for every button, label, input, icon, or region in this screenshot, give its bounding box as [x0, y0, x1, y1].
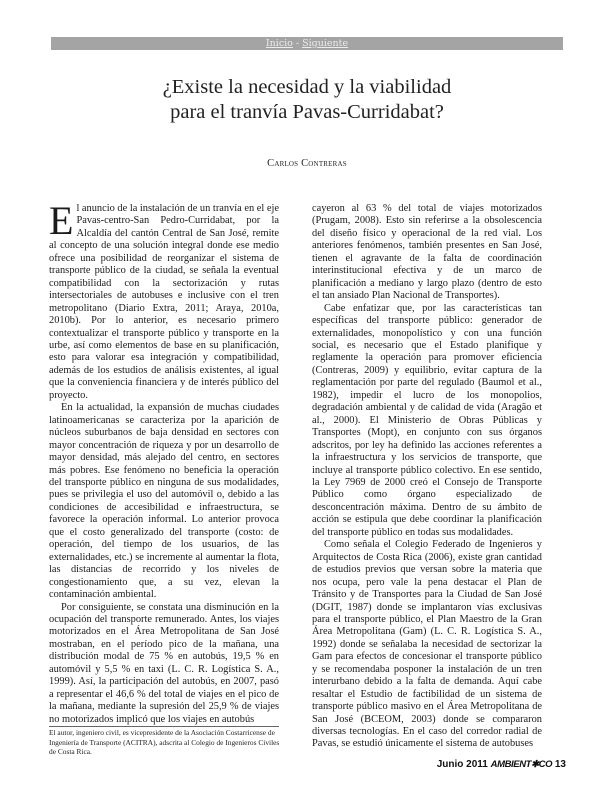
page-footer — [420, 759, 566, 770]
paragraph-3: Por consiguiente, se constata una disminución en la ocupación del transporte remunerado. Antes, los viajes motorizados en el Área Metropolitana de San José mostraban, en el período pico de la mañana, una distribución modal de 75 % en autobús, 19,5 % en automóvil y 5,5 % en taxi (L. C. R. Logística S. A., 1999). Así, la participación del autobús, en 2007, pasó a representar el 46,6 % del total de viajes en el pico de la mañana, mediante la supresión del 25,9 % de viajes no motorizados implicó que los viajes en autobús — [49, 601, 279, 725]
paragraph-5: Cabe enfatizar que, por las características tan específicas del transporte público: generador de externalidades, monopolístico y con una función social, es necesario que el Estado planifique y reglamente la operación para promover eficiencia (Contreras, 2009) y equilibrio, evitar captura de la reglamentación por parte del regulado (Baumol et al., 1982), impedir el lucro de los monopolios, degradación ambiental y de calidad de vida (Aragão et al., 2000). El Ministerio de Obras Públicas y Transportes (Mopt), en conjunto con sus órganos adscritos, por ley ha definido las acciones referentes a la infraestructura y los servicios de transporte, que incluye al transporte público colectivo. En ese sentido, la Ley 7969 de 2000 creó el Consejo de Transporte Público como órgano especializado de desconcentración máxima. Dentro de su ámbito de acción se estipula que debe coordinar la planificación del transporte público en todas sus modalidades. — [312, 302, 542, 538]
paragraph-1 — [49, 198, 279, 402]
page-number: 13 — [554, 759, 566, 770]
article-title — [51, 75, 563, 125]
left-column — [49, 198, 279, 726]
drop-cap: E — [49, 198, 74, 243]
inicio-link[interactable]: Inicio — [265, 38, 293, 49]
title-line-2: para el tranvía Pavas-Curridabat? — [170, 101, 444, 123]
author-name — [51, 158, 563, 169]
author-footnote: El autor, ingeniero civil, es vicepresidente de la Asociación Costarricense de Ingeniería de Transporte (ACITRA), adscrita al Colegio de Ingenieros Civiles de Costa Rica. — [49, 728, 280, 757]
nav-separator: - — [295, 38, 300, 49]
navigation-bar — [51, 37, 563, 50]
paragraph-1-text: l anuncio de la instalación de un tranvía en el eje Pavas-centro-San Pedro-Curridabat, por la Alcaldía del cantón Central de San José, remite al concepto de una solución integral donde ese medio ofrece una posibilidad de reorganizar el sistema de transporte público de la ciudad, se señala la eventual compatibilidad con la sectorización y rutas intersectoriales de autobuses e inclusive con el tren metropolitano (Diario Extra, 2011; Araya, 2010a, 2010b). Por lo anterior, es necesario primero contextualizar el transporte público y transporte en la urbe, así como elementos de base en su planificación, esto para valorar esa integración y compatibilidad, además de los estudios de análisis existentes, al igual que la conveniencia financiera y de interés público del proyecto. — [49, 203, 279, 401]
issue-date: Junio 2011 — [436, 759, 488, 770]
author-text: Carlos Contreras — [267, 158, 347, 169]
siguiente-link[interactable]: Siguiente — [302, 38, 349, 49]
paragraph-2: En la actualidad, la expansión de muchas ciudades latinoamericanas se caracteriza por la aparición de núcleos suburbanos de baja densidad en sectores con mayor concentración de riqueza y por un desarrollo de mayor densidad, más alejado del centro, en sectores más pobres. Ese fenómeno no beneficia la operación del transporte público en ninguna de sus modalidades, pues se privilegia el uso del automóvil o, debido a las condiciones de accesibilidad e infraestructura, se favorece la operación informal. Lo anterior provoca que el costo generalizado del transporte (costo: de operación, del tiempo de los usuarios, de las externalidades, etc.) se incremente al aumentar la flota, las distancias de recorrido y los niveles de congestionamiento que, a su vez, elevan la contaminación ambiental. — [49, 402, 279, 601]
footnote-divider — [49, 726, 279, 727]
paragraph-6: Como señala el Colegio Federado de Ingenieros y Arquitectos de Costa Rica (2006), existe gran cantidad de estudios previos que versan sobre la materia que nos ocupa, pero vale la pena destacar el Plan de Tránsito y de Transportes para la Ciudad de San José (DGIT, 1987) donde se implantaron vías exclusivas para el transporte público, el Plan Maestro de la Gran Área Metropolitana (Gam) (L. C. R. Logística S. A., 1992) donde se señalaba la necesidad de sectorizar la Gam para efectos de concesionar el transporte público y se recomendaba posponer la instalación de un tren interurbano debido a la falta de demanda. Aquí cabe resaltar el Estudio de factibilidad de un sistema de transporte público masivo en el Área Metropolitana de San José (BCEOM, 2003) donde se compararon diversas tecnologías. En el caso del corredor radial de Pavas, se estudió únicamente el sistema de autobuses — [312, 539, 542, 750]
title-line-1: ¿Existe la necesidad y la viabilidad — [162, 76, 452, 98]
right-column — [312, 203, 542, 751]
paragraph-4: cayeron al 63 % del total de viajes motorizados (Prugam, 2008). Esto sin referirse a la obsolescencia del diseño físico y operacional de la red vial. Los anteriores fenómenos, también presentes en San José, tienen el agravante de la falta de coordinación interinstitucional efectiva y de un marco de planificación a mediano y largo plazo (dentro de esto el tan ansiado Plan Nacional de Transportes). — [312, 203, 542, 302]
magazine-name: AMBIENT✱CO — [490, 759, 553, 770]
